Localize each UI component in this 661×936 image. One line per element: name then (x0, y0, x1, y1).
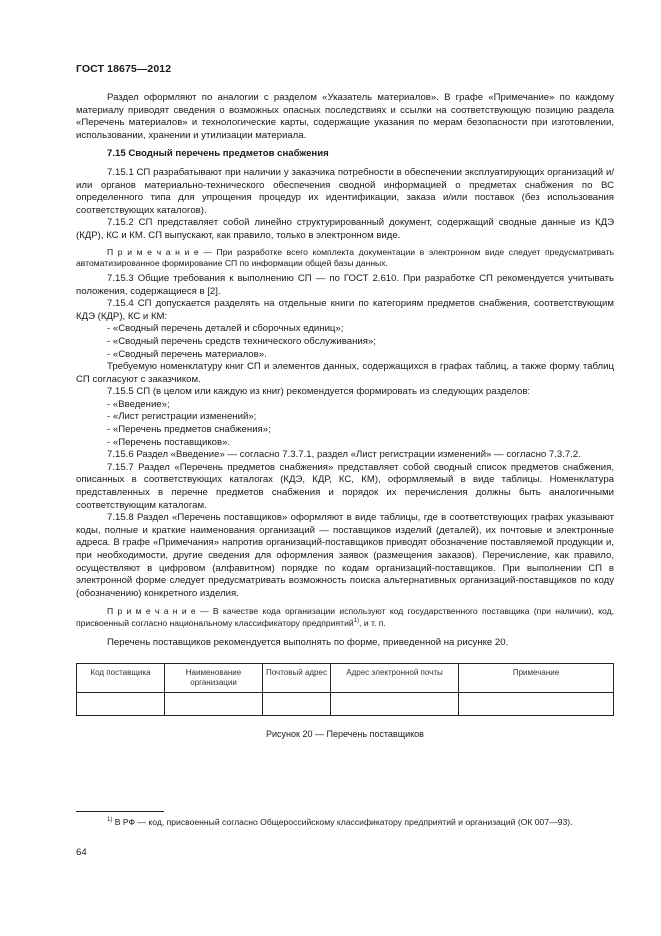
list-item: - «Перечень предметов снабжения»; (107, 424, 271, 436)
paragraph-7-15-5: 7.15.5 СП (в целом или каждую из книг) рекомендуется формировать из следующих разделов: (107, 386, 531, 398)
list-item: - «Сводный перечень деталей и сборочных единиц»; (107, 323, 344, 335)
paragraph-7-15-6: 7.15.6 Раздел «Введение» — согласно 7.3.7.1, раздел «Лист регистрации изменений» — согласно 7.3.7.2. (107, 449, 581, 461)
suppliers-form-table (76, 663, 614, 716)
list-item: - «Сводный перечень средств технического обслуживания»; (107, 335, 376, 347)
table-cell (459, 693, 614, 716)
paragraph-nomenclature: Требуемую номенклатуру книг СП и элементов данных, содержащихся в графах таблиц, а также форму таблиц СП согласуют с заказчиком. (76, 361, 614, 385)
note-label: П р и м е ч а н и е (107, 246, 199, 257)
note-1 (76, 247, 614, 269)
paragraph-7-15-3: 7.15.3 Общие требования к выполнению СП — по ГОСТ 2.610. При разработке СП рекомендуется учитывать положения, содержащиеся в [2]. (76, 272, 614, 297)
list-item: - «Перечень поставщиков». (107, 436, 231, 448)
document-body (76, 92, 614, 741)
paragraph-7-15-7: 7.15.7 Раздел «Перечень предметов снабжения» представляет собой сводный список предметов снабжения, описанных в соответствующих каталогах (КДЭ, КДР, КС, КМ), оформляемый в виде таблицы. Номенклатура представленных в перечне предметов снабжения и порядок их перечисления должны быть аналогичными соответствующим каталогам. (76, 461, 614, 511)
table-cell (77, 693, 165, 716)
paragraph-7-15-8: 7.15.8 Раздел «Перечень поставщиков» оформляют в виде таблицы, где в соответствующих графах указывают коды, полные и краткие наименования организаций — поставщиков изделий (деталей), их почтовые и электронные адреса. В графе «Примечания» напротив организаций-поставщиков приводят обозначение поставляемой продукции и, при необходимости, другие сведения для оформления заявок (размещения заказов). Перечисление, как правило, осуществляют в цифровом (алфавитном) порядке по кодам организаций-поставщиков. При выполнении СП в электронной форме следует предусматривать возможность поиска альтернативных организаций-поставщиков по коду (обозначению) конкретного изделия. (76, 512, 614, 599)
note-text: — В качестве кода организации используют код государственного поставщика (при наличии), код, присвоенный согласно национальному классификатору предприятий (76, 606, 615, 628)
list-item: - «Введение»; (107, 398, 170, 410)
table-cell (263, 693, 331, 716)
table-header-cell: Почтовый адрес (263, 664, 331, 693)
footnote-text: В РФ — код, присвоенный согласно Общероссийскому классификатору предприятий и организаций (ОК 007—93). (112, 817, 573, 827)
document-header: ГОСТ 18675—2012 (76, 63, 172, 75)
note-text-end: , и т. п. (359, 617, 386, 628)
note-text: — При разработке всего комплекта документации в электронном виде следует предусматривать автоматизированное формирование СП по информации общей базы данных. (76, 246, 615, 268)
page-number: 64 (76, 847, 87, 858)
note-2 (76, 606, 614, 628)
footnote-mark: 1) (107, 817, 113, 824)
paragraph-7-15-1: 7.15.1 СП разрабатывают при наличии у заказчика потребности в обеспечении эксплуатирующих организаций и/или органов материально-технического обеспечения сводной информацией о предметах снабжения по ВС определенного типа для упрощения процедур их идентификации, заказа и/или поставок (без использования соответствующих каталогов). (76, 166, 614, 216)
table-header-cell: Код поставщика (77, 664, 165, 693)
footnote-ref: 1) (353, 617, 360, 624)
section-heading-7-15: 7.15 Сводный перечень предметов снабжения (107, 148, 329, 160)
table-header-row (77, 664, 614, 693)
table-header-cell: Примечание (459, 664, 614, 693)
table-cell (165, 693, 263, 716)
note-label: П р и м е ч а н и е (107, 606, 196, 617)
table-cell (331, 693, 459, 716)
table-header-cell: Адрес электронной почты (331, 664, 459, 693)
table-header-cell: Наименование организации (165, 664, 263, 693)
list-item: - «Лист регистрации изменений»; (107, 411, 257, 423)
footnote-divider (76, 811, 164, 812)
paragraph-7-15-4: 7.15.4 СП допускается разделять на отдельные книги по категориям предметов снабжения, соответствующим КДЭ (КДР), КС и КМ: (76, 298, 614, 322)
figure-caption: Рисунок 20 — Перечень поставщиков (266, 729, 424, 740)
table-row (77, 693, 614, 716)
paragraph-intro: Раздел оформляют по аналогии с разделом «Указатель материалов». В графе «Примечание» по каждому материалу приводят сведения о возможных опасных последствиях и ссылки на соответствующую позицию раздела «Перечень материалов» и технологические карты, содержащие указания по мерам безопасности при изготовлении, использовании, хранении и утилизации материала. (76, 92, 614, 141)
paragraph-form: Перечень поставщиков рекомендуется выполнять по форме, приведенной на рисунке 20. (107, 636, 509, 648)
footnote (76, 817, 614, 828)
paragraph-7-15-2: 7.15.2 СП представляет собой линейно структурированный документ, содержащий сводные данные из КДЭ (КДР), КС и КМ. СП выпускают, как правило, только в электронном виде. (76, 217, 614, 241)
list-item: - «Сводный перечень материалов». (107, 348, 267, 360)
